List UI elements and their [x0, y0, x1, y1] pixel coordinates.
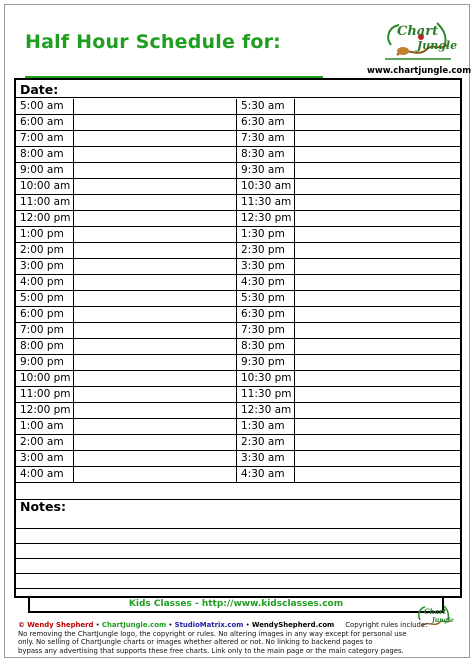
time-label: 5:00 am	[16, 99, 74, 114]
time-row	[16, 403, 460, 419]
footer-separator: •	[243, 621, 252, 629]
time-entry-field[interactable]	[74, 115, 237, 130]
time-label: 7:00 am	[16, 131, 74, 146]
footer-line-2: No removing the ChartJungle logo, the copyright or rules. No altering images in any way except for personal use	[18, 629, 407, 638]
time-row	[16, 307, 460, 323]
time-row	[16, 355, 460, 371]
time-entry-field[interactable]	[74, 179, 237, 194]
time-label: 8:00 am	[16, 147, 74, 162]
time-entry-field[interactable]	[295, 211, 460, 226]
page-title: Half Hour Schedule for:	[25, 31, 281, 53]
time-entry-field[interactable]	[295, 259, 460, 274]
time-row	[16, 339, 460, 355]
footer-separator: •	[166, 621, 175, 629]
time-label: 3:30 am	[237, 451, 295, 466]
logo-text-jungle: Jungle	[417, 39, 458, 52]
small-logo-text-chart: Chart	[424, 607, 447, 616]
time-label: 8:00 pm	[16, 339, 74, 354]
time-entry-field[interactable]	[295, 227, 460, 242]
time-label: 10:00 am	[16, 179, 74, 194]
time-entry-field[interactable]	[74, 227, 237, 242]
time-label: 4:30 am	[237, 467, 295, 482]
notes-line[interactable]	[16, 559, 460, 574]
time-entry-field[interactable]	[295, 291, 460, 306]
footer-link-studiomatrix[interactable]: StudioMatrix.com	[174, 621, 244, 629]
time-entry-field[interactable]	[295, 419, 460, 434]
time-row	[16, 195, 460, 211]
time-entry-field[interactable]	[74, 355, 237, 370]
schedule-form	[14, 78, 462, 598]
notes-line[interactable]	[16, 544, 460, 559]
time-entry-field[interactable]	[295, 243, 460, 258]
notes-line[interactable]	[16, 514, 460, 529]
time-row	[16, 371, 460, 387]
time-label: 12:00 pm	[16, 211, 74, 226]
time-row	[16, 387, 460, 403]
time-label: 2:30 am	[237, 435, 295, 450]
time-row	[16, 115, 460, 131]
time-label: 12:30 pm	[237, 211, 295, 226]
chartjungle-logo-icon	[377, 15, 459, 65]
time-label: 1:30 pm	[237, 227, 295, 242]
time-entry-field[interactable]	[74, 163, 237, 178]
time-label: 4:00 am	[16, 467, 74, 482]
time-entry-field[interactable]	[295, 387, 460, 402]
time-label: 2:00 pm	[16, 243, 74, 258]
time-entry-field[interactable]	[74, 323, 237, 338]
small-logo-text-jungle: Jungle	[432, 617, 454, 624]
time-label: 4:30 pm	[237, 275, 295, 290]
time-entry-field[interactable]	[295, 403, 460, 418]
time-entry-field[interactable]	[74, 419, 237, 434]
time-label: 2:00 am	[16, 435, 74, 450]
time-entry-field[interactable]	[74, 99, 237, 114]
time-entry-field[interactable]	[295, 435, 460, 450]
footer-line-3: only. No selling of ChartJungle charts or images whether altered or not. No linking to backend pages to	[18, 638, 373, 647]
time-entry-field[interactable]	[74, 211, 237, 226]
logo-url: www.chartjungle.com	[367, 66, 472, 76]
time-label: 6:00 am	[16, 115, 74, 130]
time-label: 9:30 am	[237, 163, 295, 178]
time-entry-field[interactable]	[295, 115, 460, 130]
time-entry-field[interactable]	[74, 195, 237, 210]
time-entry-field[interactable]	[295, 195, 460, 210]
time-label: 10:30 pm	[237, 371, 295, 386]
time-label: 3:00 am	[16, 451, 74, 466]
time-row	[16, 419, 460, 435]
date-row	[16, 80, 460, 98]
copyright-footer	[18, 621, 438, 656]
footer-separator: •	[93, 621, 102, 629]
time-label: 10:30 am	[237, 179, 295, 194]
notes-label: Notes:	[20, 499, 66, 514]
time-label: 12:30 am	[237, 403, 295, 418]
time-row	[16, 99, 460, 115]
time-entry-field[interactable]	[295, 451, 460, 466]
time-label: 8:30 am	[237, 147, 295, 162]
time-row	[16, 451, 460, 467]
time-label: 12:00 pm	[16, 403, 74, 418]
time-label: 1:00 pm	[16, 227, 74, 242]
time-entry-field[interactable]	[295, 339, 460, 354]
time-label: 7:30 am	[237, 131, 295, 146]
time-entry-field[interactable]	[74, 339, 237, 354]
time-label: 11:00 am	[16, 195, 74, 210]
time-entry-field[interactable]	[295, 275, 460, 290]
time-label: 10:00 pm	[16, 371, 74, 386]
time-row	[16, 179, 460, 195]
logo-text-chart: Chart	[397, 24, 439, 39]
time-label: 2:30 pm	[237, 243, 295, 258]
time-row	[16, 227, 460, 243]
time-entry-field[interactable]	[74, 307, 237, 322]
footer-line-1	[18, 621, 438, 630]
time-label: 11:30 am	[237, 195, 295, 210]
time-entry-field[interactable]	[295, 371, 460, 386]
time-label: 7:30 pm	[237, 323, 295, 338]
time-entry-field[interactable]	[74, 435, 237, 450]
time-entry-field[interactable]	[74, 275, 237, 290]
time-row	[16, 131, 460, 147]
footer-rules-intro: Copyright rules include:	[345, 621, 428, 629]
footer-author: © Wendy Shepherd	[18, 621, 94, 629]
time-entry-field[interactable]	[295, 355, 460, 370]
time-label: 3:00 pm	[16, 259, 74, 274]
time-entry-field[interactable]	[295, 131, 460, 146]
notes-line[interactable]	[16, 574, 460, 589]
time-entry-field[interactable]	[295, 147, 460, 162]
time-label: 6:30 pm	[237, 307, 295, 322]
time-entry-field[interactable]	[74, 131, 237, 146]
time-row	[16, 275, 460, 291]
time-entry-field[interactable]	[74, 371, 237, 386]
time-row	[16, 147, 460, 163]
time-row	[16, 259, 460, 275]
time-row	[16, 323, 460, 339]
time-entry-field[interactable]	[295, 163, 460, 178]
section-divider	[16, 499, 460, 500]
footer-link-chartjungle[interactable]: ChartJungle.com	[101, 621, 167, 629]
time-label: 9:00 am	[16, 163, 74, 178]
time-row	[16, 291, 460, 307]
date-label: Date:	[20, 82, 59, 97]
time-entry-field[interactable]	[295, 99, 460, 114]
time-entry-field[interactable]	[74, 243, 237, 258]
time-row	[16, 163, 460, 179]
time-entry-field[interactable]	[74, 259, 237, 274]
time-label: 3:30 pm	[237, 259, 295, 274]
time-entry-field[interactable]	[74, 147, 237, 162]
time-label: 11:00 pm	[16, 387, 74, 402]
time-label: 5:00 pm	[16, 291, 74, 306]
time-label: 6:00 pm	[16, 307, 74, 322]
time-entry-field[interactable]	[295, 307, 460, 322]
time-label: 11:30 pm	[237, 387, 295, 402]
time-entry-field[interactable]	[295, 467, 460, 482]
time-label: 5:30 am	[237, 99, 295, 114]
time-label: 5:30 pm	[237, 291, 295, 306]
time-label: 1:00 am	[16, 419, 74, 434]
time-entry-field[interactable]	[295, 323, 460, 338]
time-row	[16, 435, 460, 451]
notes-line[interactable]	[16, 529, 460, 544]
time-label: 9:30 pm	[237, 355, 295, 370]
kids-classes-banner: Kids Classes - http://www.kidsclasses.com	[28, 596, 444, 613]
footer-line-4: bypass any advertising that supports these free charts. Link only to the main page or the main category pages.	[18, 647, 404, 656]
time-label: 7:00 pm	[16, 323, 74, 338]
time-row	[16, 467, 460, 483]
time-entry-field[interactable]	[74, 451, 237, 466]
time-entry-field[interactable]	[74, 387, 237, 402]
time-row	[16, 211, 460, 227]
time-label: 1:30 am	[237, 419, 295, 434]
time-entry-field[interactable]	[74, 403, 237, 418]
time-label: 9:00 pm	[16, 355, 74, 370]
time-entry-field[interactable]	[74, 467, 237, 482]
time-label: 4:00 pm	[16, 275, 74, 290]
time-row	[16, 243, 460, 259]
time-label: 8:30 pm	[237, 339, 295, 354]
time-label: 6:30 am	[237, 115, 295, 130]
time-entry-field[interactable]	[74, 291, 237, 306]
footer-link-wendyshepherd[interactable]: WendyShepherd.com	[251, 621, 335, 629]
time-entry-field[interactable]	[295, 179, 460, 194]
